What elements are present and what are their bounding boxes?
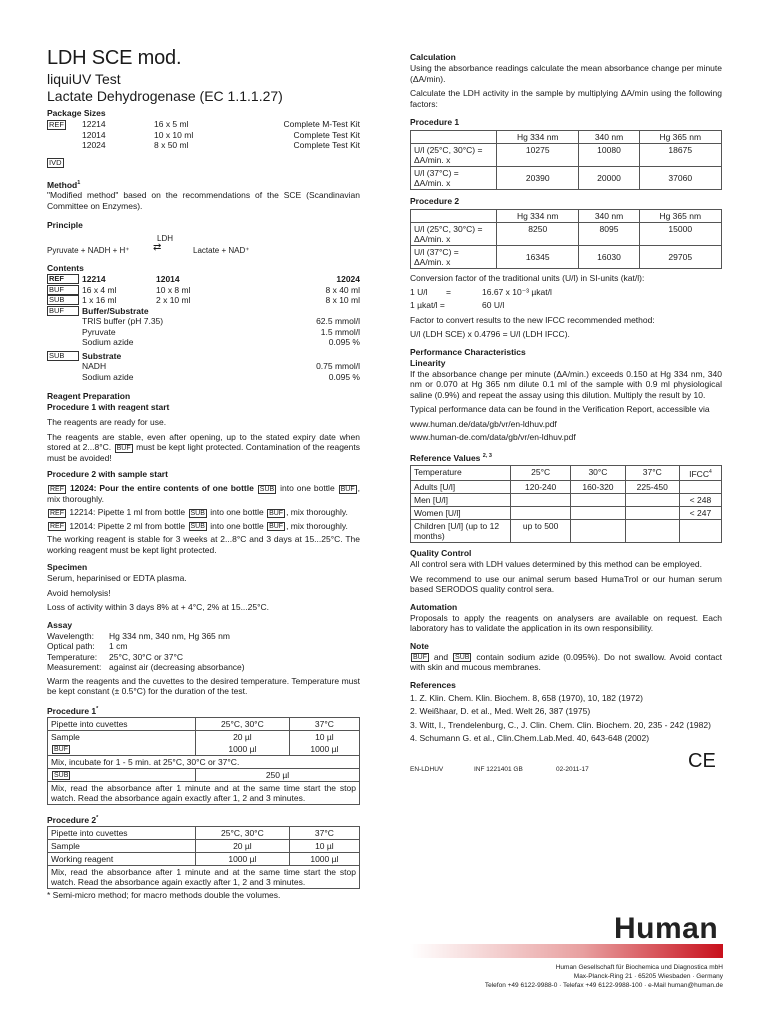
doc-subtitle-enzyme: Lactate Dehydrogenase (EC 1.1.1.27) xyxy=(47,88,283,104)
human-logo: Human xyxy=(614,912,719,945)
calculation-text: Calculate the LDH activity in the sample by multiplying ΔA/min using the following factors: xyxy=(410,88,722,109)
footnote: * Semi-micro method; for macro methods double the volumes. xyxy=(47,889,281,900)
assay-text: Warm the reagents and the cuvettes to the desired temperature. Temperature must be kept constant (± 0.5°C) for the duration of the test. xyxy=(47,675,360,697)
doc-date: 02-2011-17 xyxy=(556,765,589,773)
specimen-heading: Specimen xyxy=(47,562,88,573)
doc-code: EN-LDHUV xyxy=(410,765,444,773)
proc1-table-heading: Procedure 1* xyxy=(47,705,99,716)
contents-heading: Contents xyxy=(47,263,84,274)
reference-values-heading: Reference Values $^{2, 3}$ xyxy=(410,452,492,463)
reagent-heading: Reagent Preparation xyxy=(47,391,131,402)
doc-inf: INF 1221401 GB xyxy=(474,765,523,773)
procedure2-table: Pipette into cuvettes 25°C, 30°C 37°C Sample 20 µl 10 µl Working reagent 1000 µl 1000 µl Mix, read the absorbance after 1 minute and at the same time start the stop watch. Read the absorbance again exactly after 1, 2 and 3 minutes. xyxy=(47,826,360,889)
qc-text: All control sera with LDH values determined by this method can be employed. xyxy=(410,559,702,570)
qc-heading: Quality Control xyxy=(410,548,472,559)
buf-tag: BUF xyxy=(47,306,79,316)
left-column: LDH SCE mod. liquiUV Test Lactate Dehydrogenase (EC 1.1.1.27) Package Sizes REF 12214 16 x 5 ml Complete M-Test Kit 12014 10 x 10 ml Complete Test Kit 12024 8 x 50 ml Complete Test Kit IVD Method$^1$ "Modified method" based on the recommendations of the SCE (Scandinavian Committee on Enzymes). Principle LDH Pyruvate + NADH + H⁺ ⇄ Lactate + NAD⁺ Contents REF 12214 12014 12024 BUF 16 x 4 ml 10 x 8 ml 8 x 40 ml SUB 1 x 16 ml 2 x 10 ml 8 x 10 ml BUF Buffer/Substrate TRIS buffer (pH 7.35) 62.5 mmol/l Pyruvate 1.5 mmol/l Sodium azide 0.095 % SUB Substrate NADH 0.75 mmol/l Sodium azide 0.095 % Reagent Preparation Procedure 1 with reagent start The reagents are ready for use. The reagents are stable, even after opening, up to the stated expiry date when stored at 2...8°C. BUF must be kept light protected. Contamination of the reagents must be avoided! Procedure 2 with sample start REF 12024: Pour the entire contents of one bottle SUB into one bottle BUF , mix thoroughly. REF 12214: Pipette 1 ml from bottle SUB into one bottle BUF , mix thoroughly. REF 12014: Pipette 2 ml from bottle SUB into one bottle BUF , mix thoroughly. The working reagent is stable for 3 weeks at 2...8°C and 3 days at 15...25°C. The working reagent must be kept light protected. Specimen Serum, heparinised or EDTA plasma. Avoid hemolysis! Loss of activity within 3 days 8% at + 4°C, 2% at 15...25°C. Assay Wavelength: Hg 334 nm, 340 nm, Hg 365 nm Optical path: 1 cm Temperature: 25°C, 30°C or 37°C Measurement: against air (decreasing absorbance) Warm the reagents and the cuvettes to the desired temperature. Temperature must be kept constant (± 0.5°C) for the duration of the test. Procedure 1* Pipette into cuvettes 25°C, 30°C 37°C Sample 20 µl 10 µl BUF 1000 µl 1000 µl Mix, incubate for 1 - 5 min. at 25°C, 30°C or 37°C. SUB 250 µl Mix, read the absorbance after 1 minute and at the same time start the stop watch. Read the absorbance again exactly after 1, 2 and 3 minutes. Procedure 2* Pipette into cuvettes 25°C, 30°C 37°C Sample 20 µl 10 µl Working reagent 1000 µl 1000 µl Mix, read the absorbance after 1 minute and at the same time start the stop watch. Read the absorbance again exactly after 1, 2 and 3 minutes. * Semi-micro method; for macro methods double the volumes. xyxy=(47,47,360,900)
buf-tag: BUF xyxy=(47,285,79,295)
performance-heading: Performance Characteristics xyxy=(410,346,526,357)
references-heading: References xyxy=(410,679,456,690)
equilibrium-arrow-icon: ⇄ xyxy=(153,242,162,254)
procedure2-heading: Procedure 2 with sample start xyxy=(47,469,168,480)
ifcc-text: Factor to convert results to the new IFCC recommended method: xyxy=(410,314,655,325)
calculation-text: Using the absorbance readings calculate the mean absorbance change per minute (ΔA/min). xyxy=(410,63,722,84)
reference-item: 1. Z. Klin. Chem. Klin. Biochem. 8, 658 (1970), 10, 182 (1972) xyxy=(410,692,643,703)
equation-right: Lactate + NAD⁺ xyxy=(193,246,250,256)
brand-stripe-icon xyxy=(410,944,723,958)
ivd-tag: IVD xyxy=(49,158,62,168)
doc-code-row xyxy=(410,750,722,776)
ref-tag: REF xyxy=(47,274,79,284)
package-row: 12214 16 x 5 ml Complete M-Test Kit xyxy=(82,119,360,129)
specimen-text: Avoid hemolysis! xyxy=(47,587,111,598)
factor-proc2-heading: Procedure 2 xyxy=(410,196,460,206)
reference-item: 2. Weißhaar, D. et al., Med. Welt 26, 387 (1975) xyxy=(410,706,591,717)
automation-heading: Automation xyxy=(410,601,458,612)
automation-text: Proposals to apply the reagents on analysers are available on request. Each laboratory has to validate the application in its own responsibility. xyxy=(410,612,722,634)
method-text: "Modified method" based on the recommendations of the SCE (Scandinavian Committee on Enzymes). xyxy=(47,190,360,211)
verification-link[interactable]: www.human-de.com/data/gb/vr/en-ldhuv.pdf xyxy=(410,432,576,442)
ref-tag: REF xyxy=(49,119,64,129)
package-sizes xyxy=(47,119,360,151)
reference-item: 3. Witt, I., Trendelenburg, C., J. Clin. Chem. Clin. Biochem. 20, 235 - 242 (1982) xyxy=(410,719,711,730)
brand-bar xyxy=(410,944,723,958)
principle-heading: Principle xyxy=(47,220,83,231)
package-row: 12014 10 x 10 ml Complete Test Kit xyxy=(82,129,360,140)
factor-table-proc1: Hg 334 nm 340 nm Hg 365 nm U/l (25°C, 30°C) = ΔA/min. x 10275 10080 18675 U/l (37°C) = ΔA/min. x 20390 20000 37060 xyxy=(410,130,722,190)
procedure1-table: Pipette into cuvettes 25°C, 30°C 37°C Sample 20 µl 10 µl BUF 1000 µl 1000 µl Mix, incubate for 1 - 5 min. at 25°C, 30°C or 37°C. SUB 250 µl Mix, read the absorbance after 1 minute and at the same time start the stop watch. Read the absorbance again exactly after 1, 2 and 3 minutes. xyxy=(47,717,360,806)
specimen-text: Serum, heparinised or EDTA plasma. xyxy=(47,573,187,584)
reference-values-table: Temperature 25°C 30°C 37°C IFCC$^4$ Adults [U/l] 120-240 160-320 225-450 Men [U/l] < 248 Women [U/l] < 247 Children [U/l] (up to 12 months) up to 500 xyxy=(410,465,722,543)
ce-mark-icon: CE xyxy=(688,749,716,772)
procedure1-heading: Procedure 1 with reagent start xyxy=(47,402,170,413)
linearity-text: If the absorbance change per minute (ΔA/min.) exceeds 0.150 at Hg 334 nm, 340 nm or 0.070 at Hg 365 nm dilute 0.1 ml of the sample with 0.9 ml physiological saline (0.9%) and repeat the assay using this dilution. Multiply the result by 10. xyxy=(410,368,722,400)
package-row: 12024 8 x 50 ml Complete Test Kit xyxy=(82,140,360,150)
enzyme-label: LDH xyxy=(157,234,174,244)
specimen-text: Loss of activity within 3 days 8% at + 4°C, 2% at 15...25°C. xyxy=(47,602,270,613)
right-column: Calculation Using the absorbance readings calculate the mean absorbance change per minute (ΔA/min). Calculate the LDH activity in the sample by multiplying ΔA/min using the following factors: Procedure 1 Hg 334 nm 340 nm Hg 365 nm U/l (25°C, 30°C) = ΔA/min. x 10275 10080 18675 U/l (37°C) = ΔA/min. x 20390 20000 37060 Procedure 2 Hg 334 nm 340 nm Hg 365 nm U/l (25°C, 30°C) = ΔA/min. x 8250 8095 15000 U/l (37°C) = ΔA/min. x 16345 16030 29705 Conversion factor of the traditional units (U/l) in SI-units (kat/l): 1 U/l = 16.67 x 10⁻³ µkat/l 1 µkat/l = 60 U/l Factor to convert results to the new IFCC recommended method: U/l (LDH SCE) x 0.4796 = U/l (LDH IFCC). Performance Characteristics Linearity If the absorbance change per minute (ΔA/min.) exceeds 0.150 at Hg 334 nm, 340 nm or 0.070 at Hg 365 nm dilute 0.1 ml of the sample with 0.9 ml physiological saline (0.9%) and repeat the assay using this dilution. Multiply the result by 10. Typical performance data can be found in the Verification Report, accessible via www.human.de/data/gb/vr/en-ldhuv.pdf www.human-de.com/data/gb/vr/en-ldhuv.pdf Reference Values $^{2, 3}$ Temperature 25°C 30°C 37°C IFCC$^4$ Adults [U/l] 120-240 160-320 225-450 Men [U/l] < 248 Women [U/l] < 247 Children [U/l] (up to 12 months) up to 500 Quality Control All control sera with LDH values determined by this method can be employed. We recommend to use our animal serum based HumaTrol or our human serum based SERODOS quality control sera. Automation Proposals to apply the reagents on analysers are available on request. Each laboratory has to validate the application in its own responsibility. Note BUF and SUB contain sodium azide (0.095%). Do not swallow. Avoid contact with skin and mucous membranes. References 1. Z. Klin. Chem. Klin. Biochem. 8, 658 (1970), 10, 182 (1972) 2. Weißhaar, D. et al., Med. Welt 26, 387 (1975) 3. Witt, I., Trendelenburg, C., J. Clin. Chem. Clin. Biochem. 20, 235 - 242 (1982) 4. Schumann G. et al., Clin.Chem.Lab.Med. 40, 643-648 (2002) EN-LDHUV INF 1221401 GB 02-2011-17 CE xyxy=(410,0,722,776)
note-text: BUF and SUB contain sodium azide (0.095%). Do not swallow. Avoid contact with skin and mucous membranes. xyxy=(410,651,722,673)
method-heading: Method$^1$ xyxy=(47,179,81,190)
proc2-table-heading: Procedure 2* xyxy=(47,814,99,825)
calculation-heading: Calculation xyxy=(410,52,456,62)
linearity-heading: Linearity xyxy=(410,357,446,368)
ifcc-formula: U/l (LDH SCE) x 0.4796 = U/l (LDH IFCC). xyxy=(410,329,570,339)
factor-proc1-heading: Procedure 1 xyxy=(410,117,460,127)
note-heading: Note xyxy=(410,640,429,651)
qc-text: We recommend to use our animal serum based HumaTrol or our human serum based SERODOS quality control sera. xyxy=(410,573,722,595)
doc-title: LDH SCE mod. xyxy=(47,47,182,69)
verification-text: Typical performance data can be found in the Verification Report, accessible via xyxy=(410,404,710,414)
equation-left: Pyruvate + NADH + H⁺ xyxy=(47,246,130,256)
sub-tag: SUB xyxy=(47,351,79,361)
conversion-text: Conversion factor of the traditional units (U/l) in SI-units (kat/l): xyxy=(410,273,645,283)
package-heading: Package Sizes xyxy=(47,108,106,118)
working-reagent-text: The working reagent is stable for 3 weeks at 2...8°C and 3 days at 15...25°C. The working reagent must be kept light protected. xyxy=(47,534,360,555)
reagent-ready-text: The reagents are ready for use. xyxy=(47,417,167,428)
reference-item: 4. Schumann G. et al., Clin.Chem.Lab.Med. 40, 643-648 (2002) xyxy=(410,733,650,744)
assay-heading: Assay xyxy=(47,619,73,630)
verification-link[interactable]: www.human.de/data/gb/vr/en-ldhuv.pdf xyxy=(410,418,557,429)
doc-subtitle: liquiUV Test xyxy=(47,71,121,87)
principle-equation xyxy=(47,231,360,257)
sub-tag: SUB xyxy=(47,295,79,305)
company-address: Human Gesellschaft für Biochemica und Diagnostica mbH Max-Planck-Ring 21 · 65205 Wiesbaden · Germany Telefon +49 6122-9988-0 · Telefax +49 6122-9988-100 · e-Mail human@human.de xyxy=(484,964,723,989)
reagent-stability-text: The reagents are stable, even after opening, up to the stated expiry date when stored at 2...8°C. BUF must be kept light protected. Contamination of the reagents must be avoided! xyxy=(47,431,360,463)
factor-table-proc2: Hg 334 nm 340 nm Hg 365 nm U/l (25°C, 30°C) = ΔA/min. x 8250 8095 15000 U/l (37°C) = ΔA/min. x 16345 16030 29705 xyxy=(410,209,722,269)
